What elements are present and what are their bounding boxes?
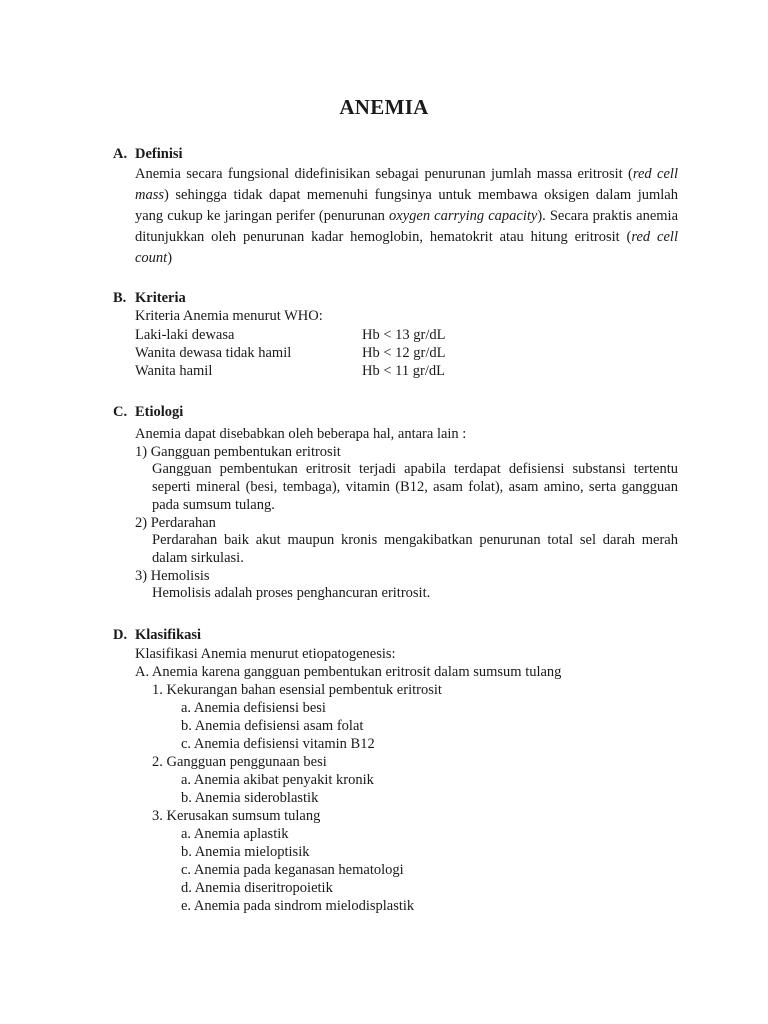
definition-text-4: ) [167, 250, 173, 266]
definition-text-1: Anemia secara fungsional didefinisikan sebagai penurunan jumlah massa eritrosit ( [135, 166, 633, 182]
criteria-value: Hb < 11 gr/dL [362, 363, 445, 379]
section-d-letter: D. [113, 627, 128, 643]
section-c-letter: C. [113, 404, 128, 420]
criteria-intro: Kriteria Anemia menurut WHO: [135, 308, 323, 324]
etiology-item-desc: Hemolisis adalah proses penghancuran eritrosit. [152, 585, 431, 601]
classification-item: b. Anemia mieloptisik [181, 844, 310, 860]
classification-item: c. Anemia defisiensi vitamin B12 [181, 736, 375, 752]
etiology-item-desc: Perdarahan baik akut maupun kronis mengakibatkan penurunan total sel darah merah dalam sirkulasi. [152, 532, 678, 566]
section-d-title: Klasifikasi [135, 627, 202, 643]
classification-item: d. Anemia diseritropoietik [181, 880, 333, 896]
document-title: ANEMIA [339, 95, 429, 119]
classification-subgroup: 2. Gangguan penggunaan besi [152, 754, 327, 770]
classification-intro: Klasifikasi Anemia menurut etiopatogenesis: [135, 646, 396, 662]
section-a-heading [113, 145, 183, 163]
classification-item: b. Anemia sideroblastik [181, 790, 319, 806]
criteria-group: Wanita hamil [135, 363, 213, 379]
etiology-item-desc: Gangguan pembentukan eritrosit terjadi apabila terdapat defisiensi substansi tertentu seperti mineral (besi, tembaga), vitamin (B12, asam folat), asam amino, serta gangguan pada sumsum tulang. [152, 461, 678, 513]
section-a-letter: A. [113, 146, 128, 162]
classification-item: c. Anemia pada keganasan hematologi [181, 862, 404, 878]
classification-item: e. Anemia pada sindrom mielodisplastik [181, 898, 415, 914]
definition-term-red-cell-count: red cell count [135, 229, 678, 266]
section-b-letter: B. [113, 290, 127, 306]
criteria-value: Hb < 13 gr/dL [362, 327, 446, 343]
section-c-heading [113, 403, 183, 421]
section-a-title: Definisi [135, 146, 183, 162]
classification-item: a. Anemia aplastik [181, 826, 289, 842]
classification-subgroup: 1. Kekurangan bahan esensial pembentuk eritrosit [152, 682, 442, 698]
definition-text-2: ) sehingga tidak dapat memenuhi fungsinya untuk membawa oksigen dalam jumlah yang cukup ke jaringan perifer (penurunan [135, 187, 678, 224]
section-a-paragraph [135, 164, 678, 269]
classification-subgroup: 3. Kerusakan sumsum tulang [152, 808, 321, 824]
definition-term-red-cell-mass: red cell mass [135, 166, 678, 203]
criteria-group: Laki-laki dewasa [135, 327, 235, 343]
section-b-heading [113, 289, 186, 307]
classification-item: b. Anemia defisiensi asam folat [181, 718, 364, 734]
etiology-intro: Anemia dapat disebabkan oleh beberapa hal, antara lain : [135, 426, 467, 442]
criteria-group: Wanita dewasa tidak hamil [135, 345, 292, 361]
etiology-item-title: 3) Hemolisis [135, 568, 210, 584]
section-c-title: Etiologi [135, 404, 184, 420]
classification-group-a: A. Anemia karena gangguan pembentukan eritrosit dalam sumsum tulang [135, 664, 562, 680]
etiology-item-title: 2) Perdarahan [135, 515, 216, 531]
criteria-value: Hb < 12 gr/dL [362, 345, 446, 361]
definition-term-oxygen-capacity: oxygen carrying capacity [389, 208, 538, 224]
classification-item: a. Anemia defisiensi besi [181, 700, 326, 716]
section-b-title: Kriteria [135, 290, 186, 306]
section-d-heading [113, 626, 201, 644]
classification-item: a. Anemia akibat penyakit kronik [181, 772, 374, 788]
etiology-item-title: 1) Gangguan pembentukan eritrosit [135, 444, 341, 460]
definition-text-3: ). Secara praktis anemia ditunjukkan oleh penurunan kadar hemoglobin, hematokrit atau hitung eritrosit ( [135, 208, 679, 245]
